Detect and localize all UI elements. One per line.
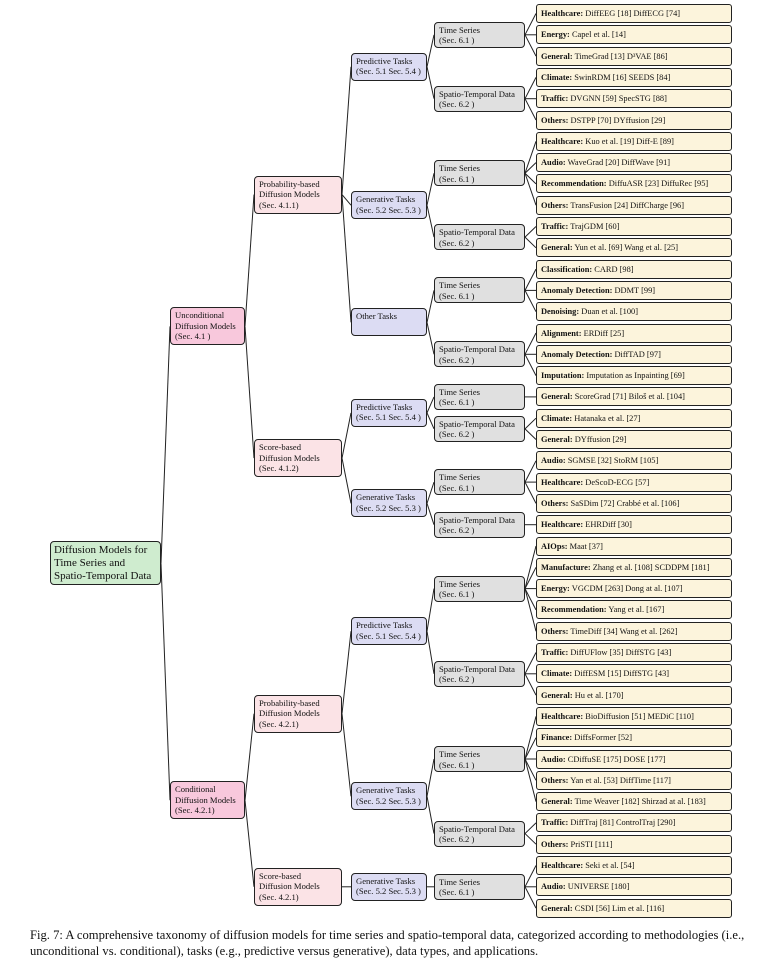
application-leaf (536, 877, 732, 896)
node-label-line: (Sec. 6.1 ) (439, 290, 475, 301)
application-leaf (536, 899, 732, 918)
node-label-line: (Sec. 5.1 Sec. 5.4 ) (356, 66, 421, 77)
application-references: DDMT [99] (612, 285, 656, 295)
connector-line (161, 326, 170, 563)
connector-line (342, 714, 351, 797)
application-references: ERDiff [25] (581, 328, 625, 338)
node-label-line: Conditional (175, 784, 216, 795)
connector-line (525, 269, 536, 290)
application-references: DiffsFormer [52] (572, 733, 633, 743)
node-label-line: Predictive Tasks (356, 55, 413, 66)
application-references: SaSDim [72] Crabbé et al. [106] (568, 498, 680, 508)
connector-line (525, 823, 536, 834)
connector-line (427, 503, 434, 524)
data-type-node (434, 86, 525, 112)
task-node (351, 308, 427, 336)
application-references: TransFusion [24] DiffCharge [96] (568, 200, 684, 210)
connector-line (427, 589, 434, 632)
node-label-line: Spatio-Temporal Data (54, 570, 152, 583)
node-label-line: Generative Tasks (356, 785, 416, 796)
model-family-node (254, 439, 342, 477)
connector-line (427, 413, 434, 429)
application-category: Audio: (541, 882, 566, 892)
application-category: Anomaly Detection: (541, 285, 613, 295)
data-type-node (434, 746, 525, 772)
application-leaf (536, 345, 732, 364)
node-label-line: Time Series (439, 749, 480, 759)
application-leaf (536, 813, 732, 832)
data-type-node (434, 384, 525, 410)
data-type-node (434, 22, 525, 48)
model-family-node (254, 695, 342, 733)
connector-line (525, 237, 536, 248)
application-references: SGMSE [32] StoRM [105] (565, 456, 659, 466)
application-category: Energy: (541, 30, 570, 40)
application-references: Time Weaver [182] Shirzad at al. [183] (572, 797, 706, 807)
application-references: Imputation as Inpainting [69] (584, 371, 685, 381)
application-leaf (536, 409, 732, 428)
connector-line (525, 290, 536, 311)
connector-line (525, 674, 536, 695)
application-category: Classification: (541, 264, 593, 274)
application-references: CSDI [56] Lim et al. [116] (572, 903, 665, 913)
connector-line (525, 35, 536, 56)
application-leaf (536, 494, 732, 513)
application-leaf (536, 728, 732, 747)
node-label-line: Diffusion Models (259, 708, 320, 719)
node-label-line: (Sec. 6.1 ) (439, 173, 475, 184)
root-node (50, 541, 161, 585)
connector-line (427, 205, 434, 237)
application-category: Others: (541, 775, 569, 785)
application-references: DiffuASR [23] DiffuRec [95] (606, 179, 709, 189)
application-references: Yang et al. [167] (606, 605, 665, 615)
application-references: TrajGDM [60] (568, 222, 620, 231)
node-label-line: (Sec. 6.2 ) (439, 237, 475, 248)
application-leaf (536, 771, 732, 790)
data-type-node (434, 277, 525, 303)
application-references: DiffTAD [97] (612, 349, 661, 359)
application-category: General: (541, 797, 573, 807)
application-leaf (536, 515, 732, 534)
application-category: Others: (541, 115, 569, 125)
application-references: TimeDiff [34] Wang et al. [262] (568, 626, 678, 636)
application-category: General: (541, 690, 573, 700)
node-label-line: (Sec. 5.1 Sec. 5.4 ) (356, 630, 421, 641)
application-category: Others: (541, 839, 569, 849)
connector-line (525, 866, 536, 887)
node-label-line: (Sec. 5.2 Sec. 5.3 ) (356, 886, 421, 897)
connector-line (525, 482, 536, 503)
application-references: DSTPP [70] DYffusion [29] (568, 115, 666, 125)
data-type-node (434, 661, 525, 687)
application-category: General: (541, 243, 573, 253)
application-references: Seki et al. [54] (583, 861, 635, 870)
connector-line (342, 195, 351, 206)
application-leaf (536, 686, 732, 705)
node-label-line: (Sec. 4.1.2) (259, 463, 299, 474)
figure-caption: Fig. 7: A comprehensive taxonomy of diffusion models for time series and spatio-temporal data, categorized according to methodologies (i.e., unconditional vs. conditional), tasks (e.g., predictive versus generative), data types, and applications. (30, 928, 745, 958)
connector-line (342, 631, 351, 714)
application-leaf (536, 324, 732, 343)
application-category: Imputation: (541, 371, 585, 381)
application-leaf (536, 217, 732, 236)
node-label-line: Time Series (439, 24, 480, 35)
application-leaf (536, 750, 732, 769)
application-references: Yan et al. [53] DiffTime [117] (568, 775, 671, 785)
application-category: Others: (541, 498, 569, 508)
node-label-line: Diffusion Models (259, 189, 320, 200)
node-label-line: Score-based (259, 870, 301, 881)
connector-line (427, 631, 434, 674)
node-label-line: Other Tasks (356, 311, 398, 322)
application-references: DiffUFlow [35] DiffSTG [43] (568, 648, 672, 657)
application-category: Traffic: (541, 818, 569, 828)
task-node (351, 489, 427, 517)
task-node (351, 191, 427, 219)
application-leaf (536, 792, 732, 811)
model-type-node (170, 781, 245, 819)
application-category: Anomaly Detection: (541, 349, 613, 359)
node-label-line: (Sec. 6.1 ) (439, 482, 475, 493)
node-label-line: (Sec. 5.2 Sec. 5.3 ) (356, 204, 421, 215)
application-category: Alignment: (541, 328, 582, 338)
application-leaf (536, 153, 732, 172)
data-type-node (434, 160, 525, 186)
connector-line (245, 800, 254, 887)
connector-line (525, 429, 536, 440)
connector-line (427, 482, 434, 503)
node-label-line: (Sec. 6.1 ) (439, 759, 475, 770)
connector-line (525, 461, 536, 482)
node-label-line: (Sec. 5.2 Sec. 5.3 ) (356, 502, 421, 513)
connector-line (161, 563, 170, 800)
application-category: General: (541, 392, 573, 402)
connector-line (427, 173, 434, 205)
connector-line (427, 290, 434, 322)
node-label-line: Time Series (439, 280, 480, 291)
application-category: Climate: (541, 413, 573, 423)
application-references: BioDiffusion [51] MEDiC [110] (583, 711, 694, 721)
application-leaf (536, 387, 732, 406)
node-label-line: (Sec. 5.2 Sec. 5.3 ) (356, 795, 421, 806)
node-label-line: (Sec. 6.2 ) (439, 834, 475, 845)
application-category: Healthcare: (541, 861, 584, 870)
application-leaf (536, 281, 732, 300)
task-node (351, 53, 427, 81)
connector-line (525, 99, 536, 120)
application-leaf (536, 430, 732, 449)
application-references: Zhang et al. [108] SCDDPM [181] (590, 562, 710, 572)
connector-line (342, 458, 351, 503)
model-family-node (254, 868, 342, 906)
application-category: Healthcare: (541, 520, 584, 530)
application-category: Healthcare: (541, 9, 584, 18)
application-references: DeScoD-ECG [57] (583, 477, 650, 487)
application-references: Capel et al. [14] (569, 30, 626, 40)
application-leaf (536, 600, 732, 619)
connector-line (525, 738, 536, 759)
model-type-node (170, 307, 245, 345)
node-label-line: (Sec. 6.2 ) (439, 525, 475, 536)
node-label-line: Score-based (259, 442, 301, 453)
data-type-node (434, 512, 525, 538)
connector-line (525, 716, 536, 759)
application-category: Healthcare: (541, 711, 584, 721)
node-label-line: (Sec. 5.1 Sec. 5.4 ) (356, 412, 421, 423)
task-node (351, 782, 427, 810)
connector-line (342, 195, 351, 323)
connector-line (525, 227, 536, 238)
application-references: Kuo et al. [19] Diff-E [89] (583, 136, 674, 146)
connector-line (427, 397, 434, 413)
application-references: EHRDiff [30] (583, 520, 632, 530)
node-label-line: Time Series (439, 163, 480, 174)
node-label-line: Probability-based (259, 178, 320, 189)
model-family-node (254, 176, 342, 214)
application-category: Audio: (541, 158, 566, 168)
application-category: Recommendation: (541, 179, 607, 189)
connector-line (525, 589, 536, 610)
application-references: DVGNN [59] SpecSTG [88] (568, 94, 667, 104)
connector-line (525, 759, 536, 802)
application-references: SwinRDM [16] SEEDS [84] (572, 72, 671, 82)
application-category: Climate: (541, 669, 573, 679)
application-leaf (536, 174, 732, 193)
data-type-node (434, 224, 525, 250)
application-leaf (536, 664, 732, 683)
application-category: General: (541, 51, 573, 61)
application-references: UNIVERSE [180] (565, 882, 630, 892)
task-node (351, 399, 427, 427)
node-label-line: Generative Tasks (356, 492, 416, 503)
connector-line (525, 834, 536, 845)
connector-line (525, 653, 536, 674)
application-references: PriSTI [111] (568, 839, 613, 849)
connector-line (427, 35, 434, 67)
application-leaf (536, 537, 732, 556)
node-label-line: Diffusion Models (259, 881, 320, 892)
application-leaf (536, 558, 732, 577)
application-category: General: (541, 903, 573, 913)
application-category: Manufacture: (541, 562, 591, 572)
node-label-line: (Sec. 6.1 ) (439, 397, 475, 408)
node-label-line: Predictive Tasks (356, 401, 413, 412)
application-leaf (536, 89, 732, 108)
connector-line (525, 589, 536, 632)
node-label-line: Diffusion Models for (54, 544, 148, 557)
application-leaf (536, 238, 732, 257)
node-label-line: Generative Tasks (356, 194, 416, 205)
application-category: Healthcare: (541, 136, 584, 146)
application-references: DiffEEG [18] DiffECG [74] (583, 9, 681, 18)
application-leaf (536, 451, 732, 470)
connector-line (525, 546, 536, 589)
node-label-line: (Sec. 6.2 ) (439, 99, 475, 110)
data-type-node (434, 469, 525, 495)
application-leaf (536, 196, 732, 215)
node-label-line: (Sec. 4.1.1) (259, 199, 299, 210)
connector-line (342, 413, 351, 458)
connector-line (525, 354, 536, 375)
connector-line (525, 887, 536, 908)
application-references: TimeGrad [13] D³VAE [86] (572, 51, 668, 61)
application-references: Duan et al. [100] (579, 307, 639, 317)
application-leaf (536, 579, 732, 598)
connector-line (427, 796, 434, 833)
application-references: DYffusion [29] (572, 435, 627, 444)
application-category: General: (541, 435, 573, 444)
node-label-line: Spatio-Temporal Data (439, 344, 516, 355)
connector-line (427, 322, 434, 354)
application-leaf (536, 835, 732, 854)
application-leaf (536, 707, 732, 726)
node-label-line: Spatio-Temporal Data (439, 823, 516, 834)
data-type-node (434, 576, 525, 602)
data-type-node (434, 416, 525, 442)
application-category: Audio: (541, 754, 566, 764)
node-label-line: Time Series and (54, 557, 126, 570)
connector-line (427, 67, 434, 99)
connector-line (427, 759, 434, 796)
node-label-line: Spatio-Temporal Data (439, 88, 516, 99)
connector-line (525, 77, 536, 98)
connector-line (525, 14, 536, 35)
node-label-line: (Sec. 6.2 ) (439, 674, 475, 685)
node-label-line: (Sec. 6.2 ) (439, 354, 475, 365)
application-leaf (536, 473, 732, 492)
node-label-line: Time Series (439, 386, 480, 397)
application-category: Audio: (541, 456, 566, 466)
connector-line (245, 195, 254, 327)
node-label-line: Diffusion Models (175, 320, 236, 331)
connector-line (525, 567, 536, 588)
application-references: ScoreGrad [71] Biloš et al. [104] (572, 392, 685, 402)
application-category: Others: (541, 626, 569, 636)
data-type-node (434, 821, 525, 847)
connector-line (245, 326, 254, 458)
node-label-line: Spatio-Temporal Data (439, 418, 516, 429)
application-category: Climate: (541, 72, 573, 82)
application-leaf (536, 302, 732, 321)
task-node (351, 617, 427, 645)
application-leaf (536, 111, 732, 130)
node-label-line: Diffusion Models (259, 452, 320, 463)
node-label-line: (Sec. 6.1 ) (439, 589, 475, 600)
application-leaf (536, 260, 732, 279)
node-label-line: (Sec. 4.2.1) (259, 718, 299, 729)
node-label-line: Spatio-Temporal Data (439, 227, 516, 238)
application-category: Denoising: (541, 307, 580, 317)
node-label-line: Spatio-Temporal Data (439, 514, 516, 525)
application-references: WaveGrad [20] DiffWave [91] (565, 158, 671, 168)
application-references: Yun et al. [69] Wang et al. [25] (572, 243, 679, 253)
application-references: CARD [98] (592, 264, 634, 274)
application-leaf (536, 366, 732, 385)
node-label-line: Diffusion Models (175, 794, 236, 805)
application-category: Others: (541, 200, 569, 210)
node-label-line: (Sec. 4.2.1) (175, 805, 215, 816)
application-leaf (536, 856, 732, 875)
application-references: Hatanaka et al. [27] (572, 413, 641, 423)
application-category: Traffic: (541, 648, 569, 657)
application-references: Maat [37] (567, 541, 603, 551)
application-leaf (536, 25, 732, 44)
node-label-line: Unconditional (175, 310, 225, 321)
node-label-line: Spatio-Temporal Data (439, 663, 516, 674)
application-references: CDiffuSE [175] DOSE [177] (565, 754, 666, 764)
node-label-line: (Sec. 4.1 ) (175, 331, 211, 342)
application-leaf (536, 622, 732, 641)
application-category: Finance: (541, 733, 573, 743)
data-type-node (434, 874, 525, 900)
node-label-line: (Sec. 4.2.1) (259, 891, 299, 902)
data-type-node (434, 341, 525, 367)
application-category: AIOps: (541, 541, 568, 551)
application-references: DiffTraj [81] ControlTraj [290] (568, 818, 676, 828)
node-label-line: Time Series (439, 578, 480, 589)
connector-line (525, 759, 536, 780)
application-leaf (536, 4, 732, 23)
node-label-line: Time Series (439, 876, 480, 887)
application-category: Energy: (541, 584, 570, 594)
connector-line (245, 714, 254, 801)
application-category: Traffic: (541, 94, 569, 104)
connector-line (342, 67, 351, 195)
application-references: Hu et al. [170] (572, 690, 624, 700)
connector-line (525, 418, 536, 429)
application-category: Recommendation: (541, 605, 607, 615)
application-leaf (536, 643, 732, 662)
node-label-line: Probability-based (259, 697, 320, 708)
node-label-line: (Sec. 6.2 ) (439, 429, 475, 440)
application-leaf (536, 47, 732, 66)
node-label-line: Predictive Tasks (356, 620, 413, 631)
application-references: DiffESM [15] DiffSTG [43] (572, 669, 670, 679)
connector-line (525, 333, 536, 354)
node-label-line: (Sec. 6.1 ) (439, 35, 475, 46)
application-category: Traffic: (541, 222, 569, 231)
application-leaf (536, 132, 732, 151)
node-label-line: Time Series (439, 472, 480, 483)
application-category: Healthcare: (541, 477, 584, 487)
node-label-line: Generative Tasks (356, 875, 416, 886)
application-leaf (536, 68, 732, 87)
application-references: VGCDM [263] Dong at al. [107] (569, 584, 683, 594)
task-node (351, 873, 427, 901)
node-label-line: (Sec. 6.1 ) (439, 887, 475, 898)
